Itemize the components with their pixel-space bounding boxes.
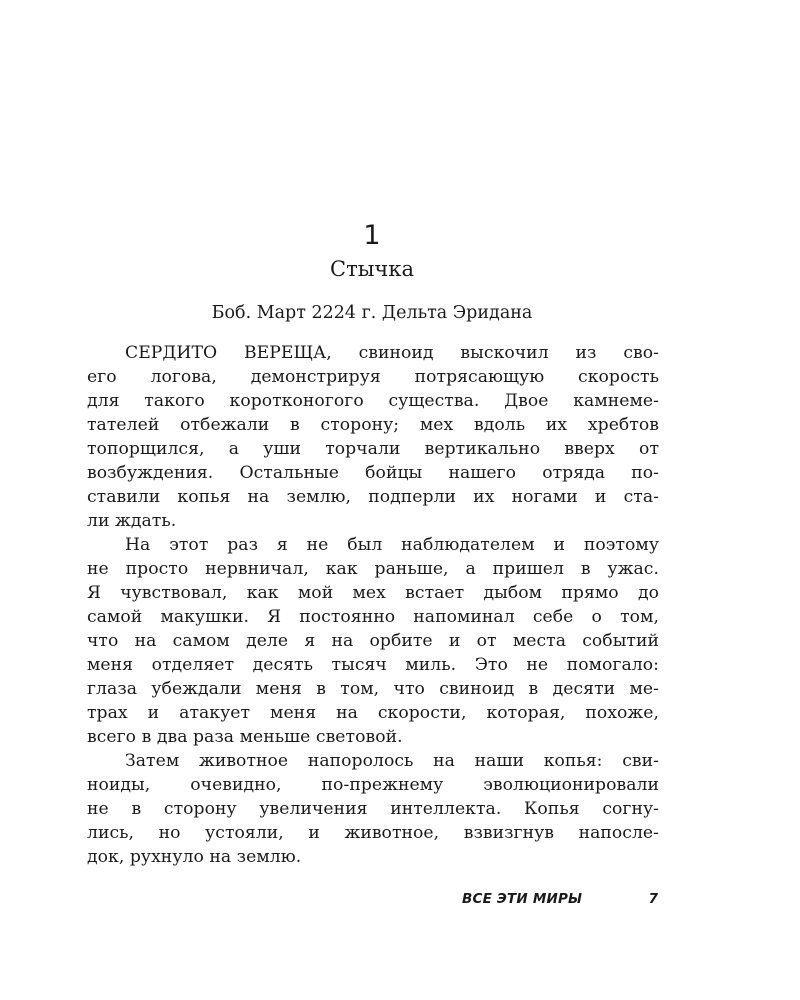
paragraph-1 [87,341,659,533]
chapter-subheading: Боб. Март 2224 г. Дельта Эридана [211,303,533,323]
text-line: лись, но устояли, и животное, взвизгнув напосле- [87,823,659,843]
text-line: глаза убеждали меня в том, что свиноид в десяти ме- [87,679,659,699]
text-line: ставили копья на землю, подперли их ногами и ста- [87,487,659,507]
text-line: всего в два раза меньше световой. [87,727,403,747]
running-title: ВСЕ ЭТИ МИРЫ [462,891,583,907]
text-line: трах и атакует меня на скорости, которая, похоже, [87,703,659,723]
text-line: не в сторону увеличения интеллекта. Копья согну- [87,799,659,819]
text-line: ли ждать. [87,511,177,531]
text-line: для такого коротконогого существа. Двое камнеме- [87,391,659,411]
text-line: самой макушки. Я постоянно напоминал себе о том, [87,607,659,627]
text-line: Затем животное напоролось на наши копья: сви- [125,751,659,771]
text-line: не просто нервничал, как раньше, а пришел в ужас. [87,559,659,579]
text-line: ноиды, очевидно, по-прежнему эволюционировали [87,775,659,795]
page-number: 7 [648,891,658,907]
paragraph-3 [87,749,659,869]
paragraph-2 [87,533,659,749]
text-line: его логова, демонстрируя потрясающую скорость [87,367,659,387]
text-line: возбуждения. Остальные бойцы нашего отряда по- [87,463,659,483]
text-line: что на самом деле я на орбите и от места событий [87,631,659,651]
chapter-number: 1 [363,220,381,251]
running-footer [462,888,658,910]
text-line: СЕРДИТО ВЕРЕЩА, свиноид выскочил из сво- [125,343,659,363]
body-text [87,341,659,869]
text-line: док, рухнуло на землю. [87,847,302,867]
text-line: тателей отбежали в сторону; мех вдоль их хребтов [87,415,659,435]
text-line: Я чувствовал, как мой мех встает дыбом прямо до [87,583,659,603]
chapter-title: Стычка [330,257,414,281]
text-line: меня отделяет десять тысяч миль. Это не помогало: [87,655,659,675]
text-line: топорщился, а уши торчали вертикально вверх от [87,439,659,459]
text-line: На этот раз я не был наблюдателем и поэтому [125,535,659,555]
